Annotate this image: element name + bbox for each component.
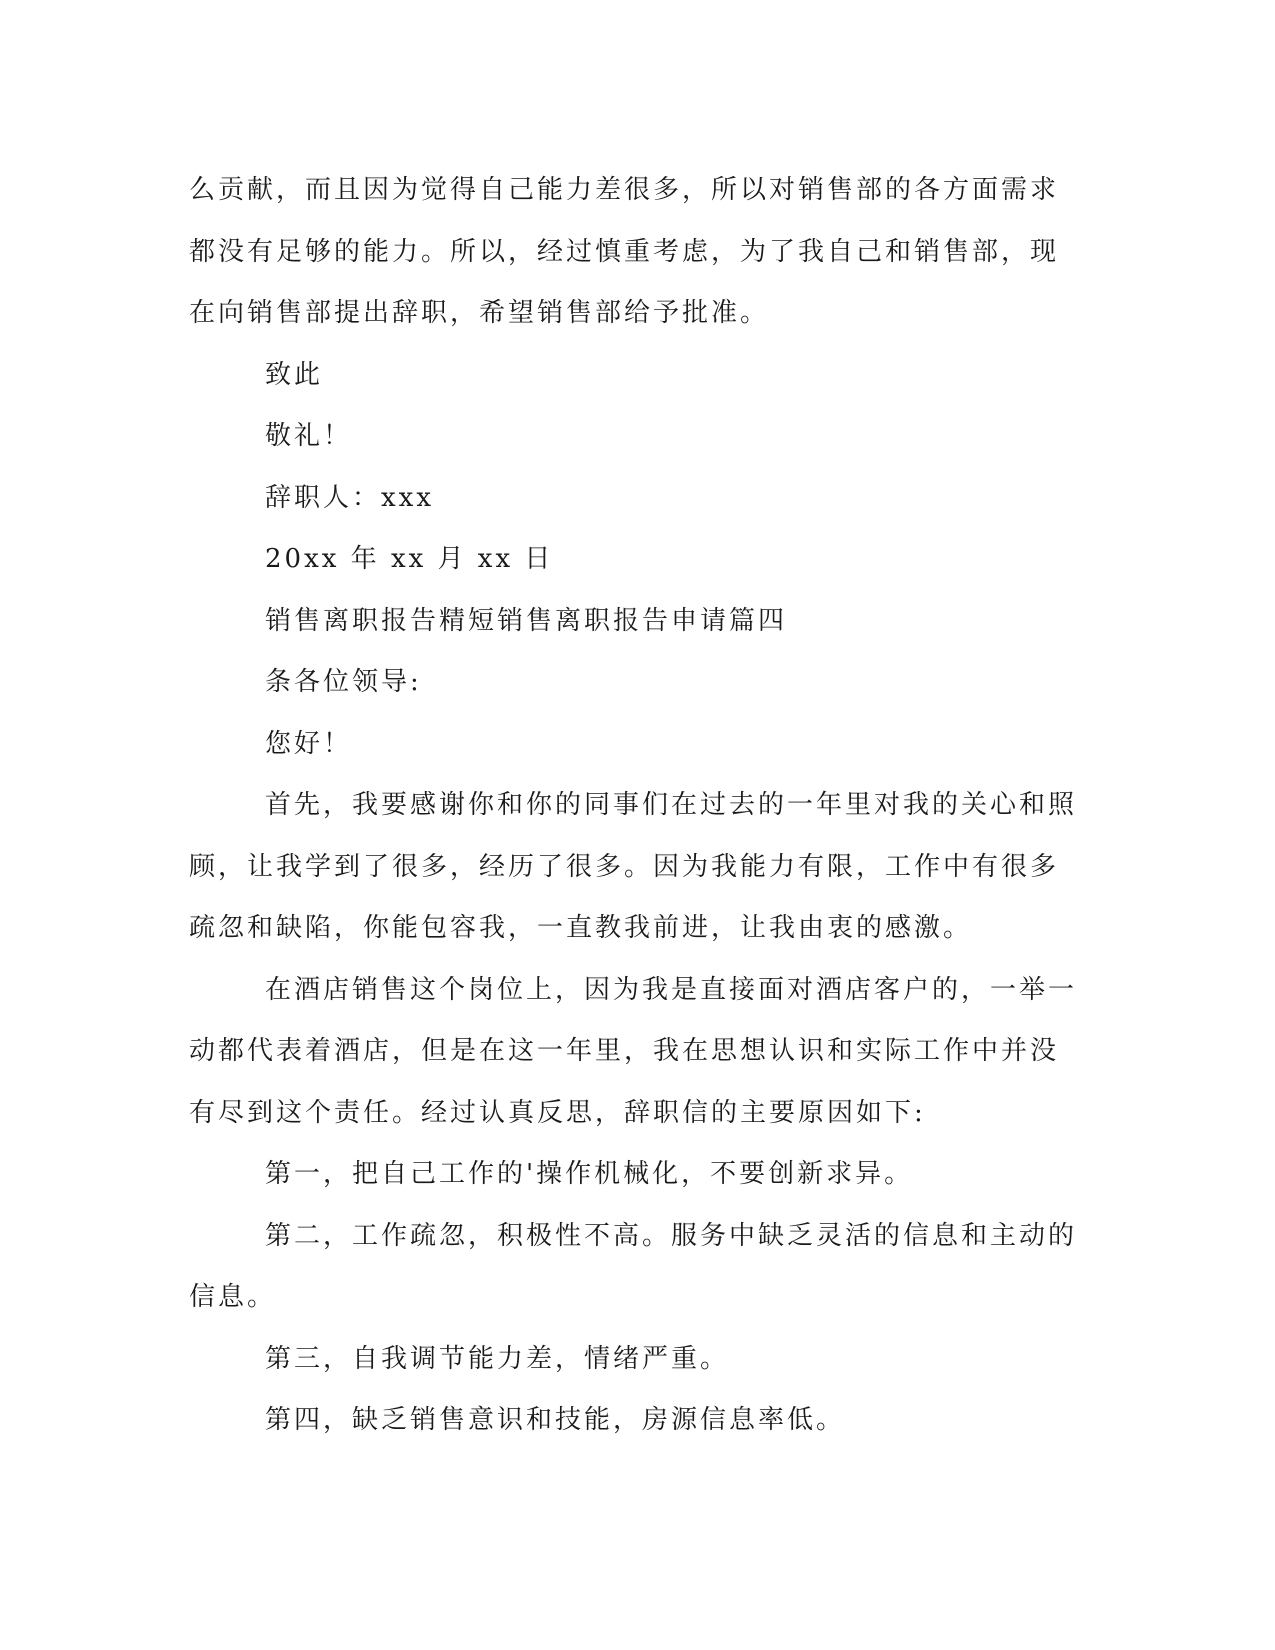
reason-item: 第三，自我调节能力差，情绪严重。 <box>265 1343 730 1374</box>
salutation-closing: 敬礼！ <box>265 421 353 451</box>
section-title: 销售离职报告精短销售离职报告申请篇四 <box>265 605 788 636</box>
text-line: 动都代表着酒店，但是在这一年里，我在思想认识和实际工作中并没 <box>189 1036 1060 1066</box>
text-line: 顾，让我学到了很多，经历了很多。因为我能力有限，工作中有很多 <box>189 851 1060 882</box>
closing-phrase: 致此 <box>265 359 324 390</box>
reason-item: 第四，缺乏销售意识和技能，房源信息率低。 <box>265 1405 846 1435</box>
text-line: 么贡献，而且因为觉得自己能力差很多，所以对销售部的各方面需求 <box>189 175 1060 205</box>
text-line: 在向销售部提出辞职，希望销售部给予批准。 <box>189 298 770 328</box>
text-line: 信息。 <box>189 1282 277 1312</box>
letter-body <box>189 160 1089 1452</box>
greeting: 您好！ <box>265 728 353 759</box>
text-line: 有尽到这个责任。经过认真反思，辞职信的主要原因如下: <box>189 1097 926 1128</box>
text-line: 都没有足够的能力。所以，经过慎重考虑，为了我自己和销售部，现 <box>189 236 1060 267</box>
reason-item: 第一，把自己工作的'操作机械化，不要创新求异。 <box>265 1159 914 1189</box>
text-line: 在酒店销售这个岗位上，因为我是直接面对酒店客户的，一举一 <box>265 974 1078 1005</box>
text-line: 疏忽和缺陷，你能包容我，一直教我前进，让我由衷的感激。 <box>189 913 973 943</box>
signature-line: 辞职人：xxx <box>265 482 434 513</box>
greeting-addressee: 条各位领导: <box>265 667 422 697</box>
reason-item: 第二，工作疏忽，积极性不高。服务中缺乏灵活的信息和主动的 <box>265 1220 1078 1251</box>
date-line: 20xx 年 xx 月 xx 日 <box>265 544 554 574</box>
text-line: 首先，我要感谢你和你的同事们在过去的一年里对我的关心和照 <box>265 790 1078 820</box>
